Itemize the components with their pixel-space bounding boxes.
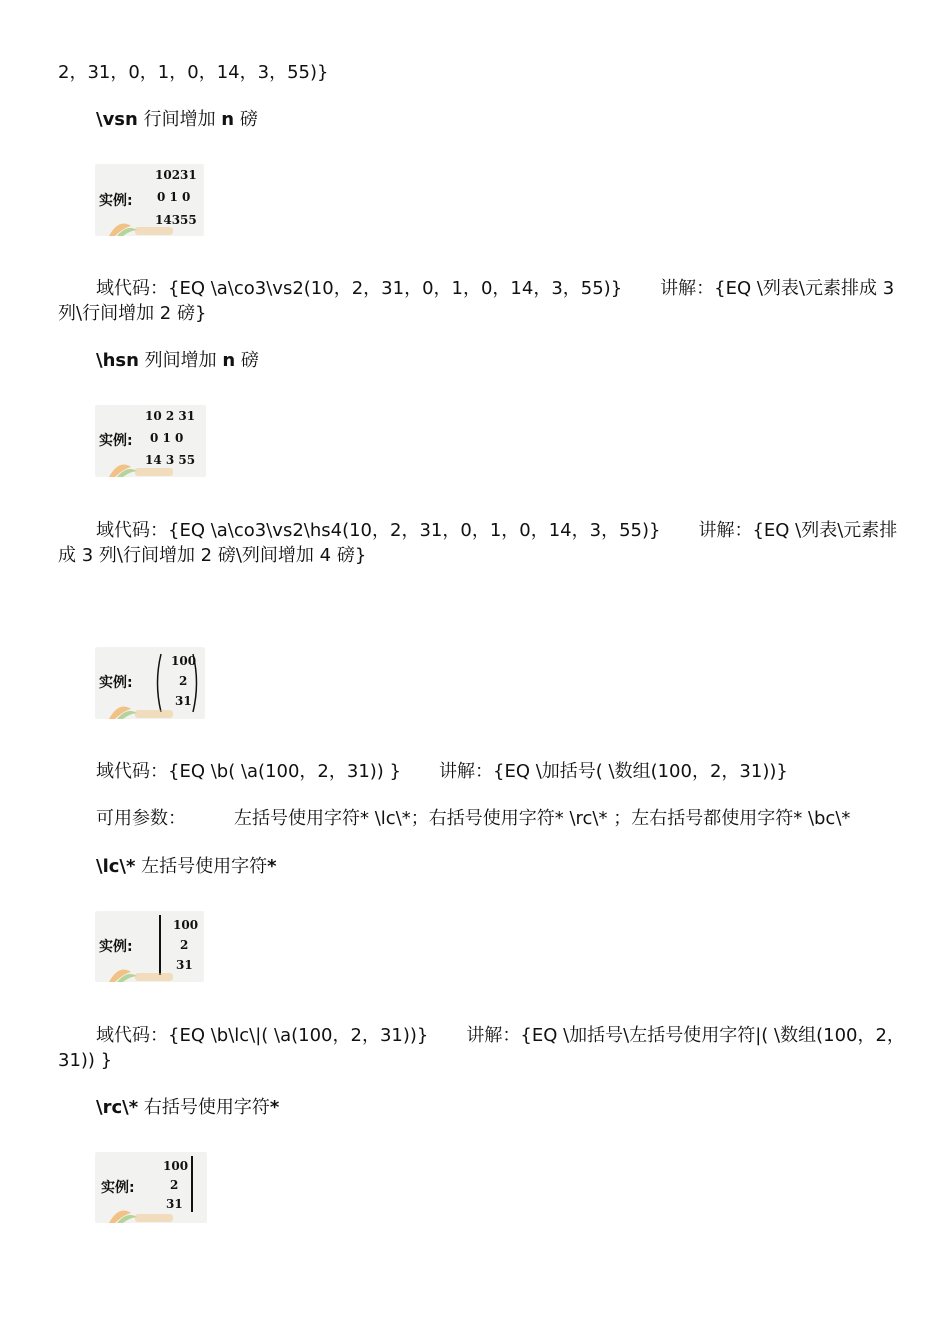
field-code-4-code: 域代码：{EQ \b\lc\|( \a(100，2，31))} [96,1025,429,1046]
field-code-1-code: 域代码：{EQ \a\co3\vs2(10，2，31，0，1，0，14，3，55)} [96,278,623,299]
field-code-3-code: 域代码：{EQ \b( \a(100，2，31)) } [96,761,401,782]
parameters-label: 可用参数： [96,808,186,829]
vsn-unit: 磅 [234,109,258,130]
figure-row-2: 2 [180,938,189,952]
continued-code-line: 2，31，0，1，0，14，3，55)} [58,62,329,83]
parameters-text: 左括号使用字符* \lc\*；右括号使用字符* \rc\* ；左右括号都使用字符* \bc\* [234,808,851,829]
example-label: 实例: [99,675,133,691]
watermark-logo-icon [105,459,205,477]
watermark-logo-icon [105,701,205,719]
field-code-4 [96,1023,905,1049]
figure-row-3: 14 3 55 [145,453,196,467]
field-code-2 [96,518,897,544]
figure-row-3: 14355 [155,213,197,227]
lc-command: \lc\* [96,856,136,877]
example-label: 实例: [99,433,133,449]
vsn-n: n [221,109,235,130]
field-code-2-continued: 成 3 列\行间增加 2 磅\列间增加 4 磅} [58,545,367,566]
available-parameters [96,806,850,832]
lc-star: * [267,856,277,877]
figure-row-1: 10 2 31 [145,409,196,423]
example-figure-4 [95,911,204,982]
vsn-heading [96,107,258,133]
field-code-2-code: 域代码：{EQ \a\co3\vs2\hs4(10，2，31，0，1，0，14，3，55)} [96,520,661,541]
example-figure-3 [95,647,205,719]
figure-row-2: 2 [170,1178,179,1192]
example-label: 实例: [99,193,133,209]
rc-star: * [269,1097,280,1118]
hsn-description: 列间增加 [138,350,223,371]
rc-description: 右括号使用字符 [138,1097,270,1118]
figure-row-2: 0 1 0 [150,431,184,445]
rc-heading [96,1095,279,1121]
field-code-1-continued: 列\行间增加 2 磅} [58,303,207,324]
figure-row-3: 31 [176,958,193,972]
example-figure-1 [95,164,204,236]
figure-row-3: 31 [166,1197,183,1211]
vsn-description: 行间增加 [137,109,222,130]
field-code-4-explain: 讲解：{EQ \加括号\左括号使用字符|( \数组(100，2， [466,1025,905,1046]
field-code-4-continued: 31)) } [58,1050,113,1071]
watermark-logo-icon [105,1205,205,1223]
field-code-2-explain: 讲解：{EQ \列表\元素排 [698,520,898,541]
figure-row-1: 10231 [155,168,197,182]
example-label: 实例: [99,939,133,955]
hsn-n: n [222,350,236,371]
figure-row-1: 100 [163,1159,189,1173]
field-code-3 [96,759,788,785]
rc-command: \rc\* [96,1097,139,1118]
field-code-1 [96,276,894,302]
hsn-unit: 磅 [235,350,259,371]
lc-heading [96,854,277,880]
example-figure-2 [95,405,206,477]
vsn-command: \vsn [96,109,138,130]
figure-row-3: 31 [175,694,192,708]
field-code-3-explain: 讲解：{EQ \加括号( \数组(100，2，31))} [439,761,788,782]
lc-description: 左括号使用字符 [135,856,268,877]
example-label: 实例: [101,1180,135,1196]
hsn-command: \hsn [96,350,139,371]
hsn-heading [96,348,259,374]
right-bar-bracket [191,1156,193,1212]
figure-row-2: 0 1 0 [157,190,191,204]
field-code-1-explain: 讲解：{EQ \列表\元素排成 3 [660,278,895,299]
figure-row-1: 100 [171,654,197,668]
watermark-logo-icon [105,218,204,236]
watermark-logo-icon [105,964,204,982]
figure-row-1: 100 [173,918,199,932]
example-figure-5 [95,1152,207,1223]
figure-row-2: 2 [179,674,188,688]
